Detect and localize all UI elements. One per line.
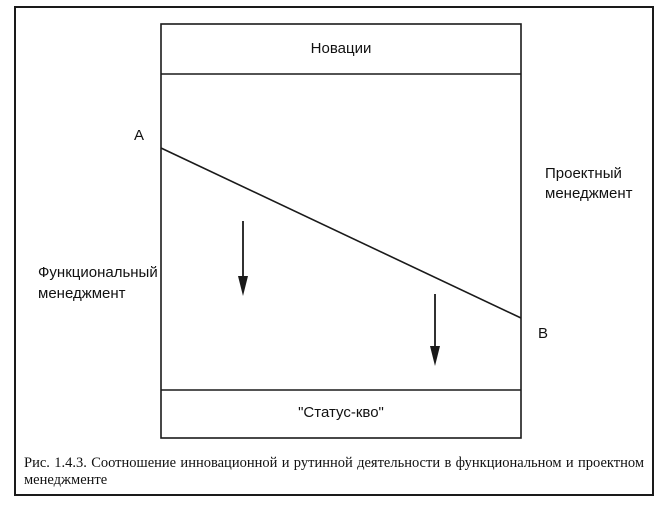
top-band-label: Новации	[310, 40, 372, 57]
diagonal-line-a-b	[161, 148, 521, 318]
down-arrow-left	[238, 221, 248, 296]
left-label-line1: Функциональный	[38, 264, 158, 281]
right-label-line1: Проектный	[545, 165, 622, 182]
main-rectangle	[161, 24, 521, 438]
figure-caption: Рис. 1.4.3. Соотношение инновационной и рутинной деятельности в функциональном и проектном менеджменте	[24, 455, 644, 488]
left-label-line2: менеджмент	[38, 285, 126, 302]
point-a-label: А	[134, 127, 145, 144]
down-arrow-right	[430, 294, 440, 366]
right-label-line2: менеджмент	[545, 185, 633, 202]
bottom-band-label: "Статус-кво"	[298, 404, 384, 421]
point-b-label: В	[538, 325, 549, 342]
